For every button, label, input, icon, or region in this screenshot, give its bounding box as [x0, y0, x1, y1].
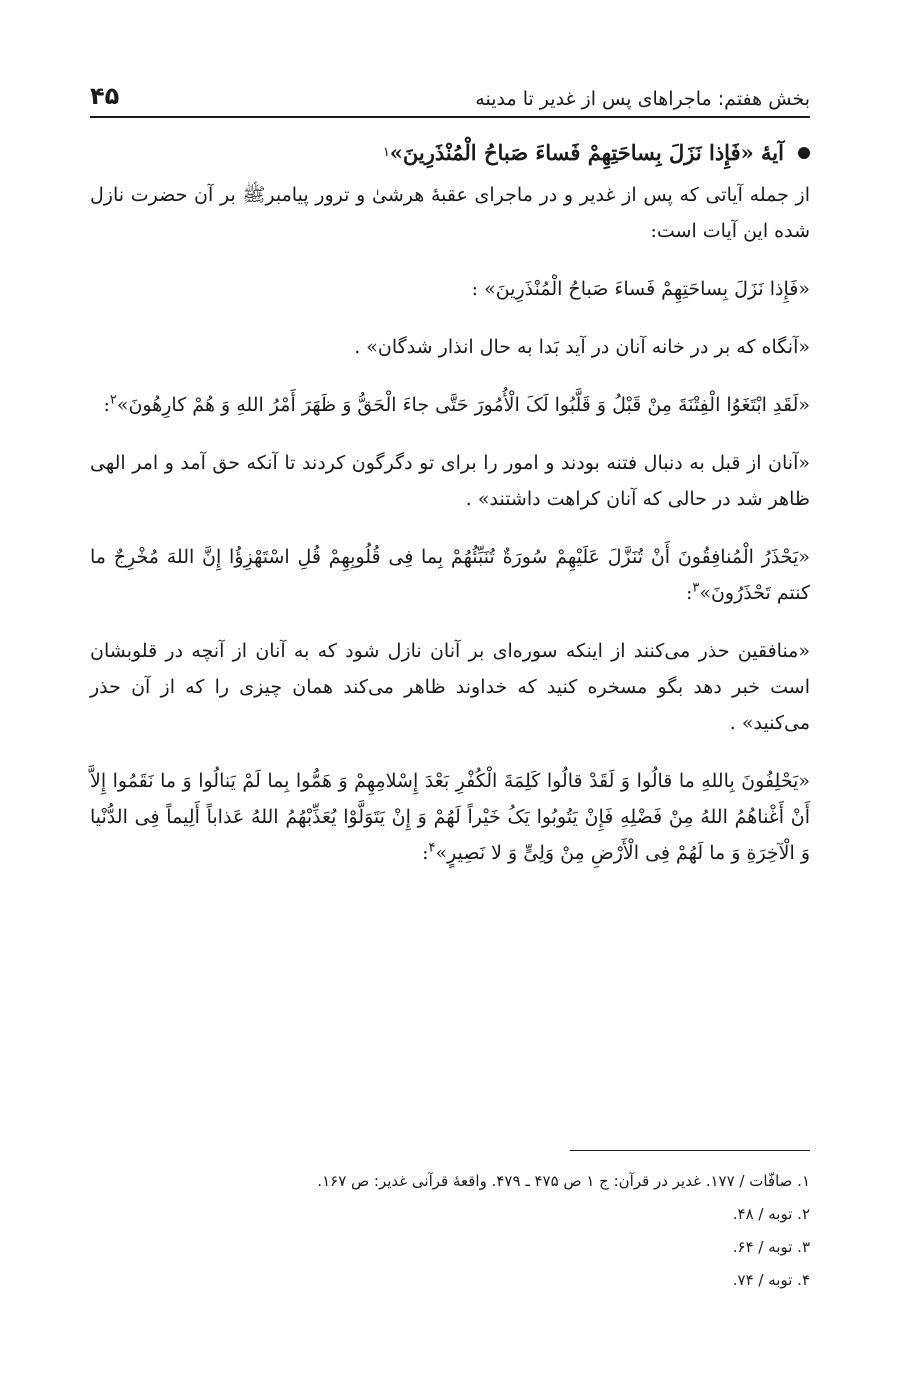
- page-number: ۴۵: [90, 82, 120, 110]
- verse-colon: :: [685, 582, 693, 604]
- book-page: [90, 0, 810, 1390]
- verse-quote-1: [90, 271, 810, 307]
- verse-text: «لَقَدِ ابْتَغَوُا الْفِتْنَةَ مِنْ قَبْلُ وَ قَلَّبُوا لَکَ الْأُمُورَ حَتَّی جاءَ الْحَقُّ وَ ظَهَرَ أَمْرُ اللهِ وَ هُمْ کارِهُونَ»: [116, 394, 810, 416]
- footnotes: [90, 1165, 810, 1297]
- bullet-icon: [798, 147, 810, 159]
- footnote-ref-4: ۴: [428, 840, 436, 856]
- page-body: [90, 140, 810, 871]
- verse-text: «یَحْذَرُ الْمُنافِقُونَ أَنْ تُنَزَّلَ عَلَیْهِمْ سُورَةٌ تُنَبِّئُهُمْ بِما فِی قُلُوبِهِمْ قُلِ اسْتَهْزِؤُا إِنَّ اللهَ مُخْرِجٌ ما کنتم تَحْذَرُونَ»: [90, 546, 810, 604]
- translation-1: [90, 329, 810, 365]
- running-header: [90, 70, 810, 118]
- footnote-divider: [570, 1150, 810, 1151]
- translation-text: «منافقین حذر می‌کنند از اینکه سوره‌ای بر آنان نازل شود که به آنان از آنچه در قلوبشان است خبر دهد بگو مسخره کنید که خداوند ظاهر می‌کند همان چیزی را که از آن حذر می‌کنید» .: [90, 640, 810, 734]
- verse-text: «یَحْلِفُونَ بِاللهِ ما قالُوا وَ لَقَدْ قالُوا کَلِمَةَ الْکُفْرِ بَعْدَ إِسْلامِهِمْ وَ هَمُّوا بِما لَمْ یَنالُوا وَ ما نَقَمُوا إِلاَّ أَنْ أَغْناهُمُ اللهُ مِنْ فَضْلِهِ فَإِنْ یَتُوبُوا یَکُ خَیْراً لَهُمْ وَ إِنْ یَتَوَلَّوْا یُعَذِّبْهُمُ اللهُ عَذاباً أَلِیماً فِی الدُّنْیا وَ الْآخِرَةِ وَ ما لَهُمْ فِی الْأَرْضِ مِنْ وَلِیٍّ وَ لا نَصِیرٍ»: [90, 770, 810, 864]
- section-heading-text: آیهٔ «فَإِذا نَزَلَ بِساحَتِهِمْ فَساءَ صَباحُ الْمُنْذَرِینَ»: [389, 140, 784, 165]
- translation-text: «آنگاه که بر در خانه آنان در آید بَدا به حال انذار شدگان» .: [354, 336, 810, 358]
- footnote-4: ۴. توبه / ۷۴.: [732, 1271, 810, 1289]
- verse-text: «فَإِذا نَزَلَ بِساحَتِهِمْ فَساءَ صَباحُ الْمُنْذَرِینَ» :: [471, 278, 810, 300]
- verse-quote-4: [90, 763, 810, 871]
- header-title: بخش هفتم: ماجراهای پس از غدیر تا مدینه: [475, 88, 810, 110]
- footnote-3: ۳. توبه / ۶۴.: [732, 1238, 810, 1256]
- footnote-1: ۱. صافّات / ۱۷۷. غدیر در قرآن: ج ۱ ص ۴۷۵ ـ ۴۷۹. واقعهٔ قرآنی غدیر: ص ۱۶۷.: [317, 1172, 810, 1190]
- verse-colon: :: [422, 842, 429, 864]
- translation-3: [90, 633, 810, 741]
- footnote-ref-3: ۳: [692, 580, 700, 596]
- verse-colon: :: [103, 394, 110, 416]
- verse-quote-3: [90, 539, 810, 611]
- intro-paragraph: از جمله آیاتی که پس از غدیر و در ماجرای عقبهٔ هرشیٰ و ترور پیامبرﷺ بر آن حضرت نازل شده این آیات است:: [90, 184, 810, 242]
- footnote-ref-2: ۲: [109, 392, 117, 408]
- translation-text: «آنان از قبل به دنبال فتنه بودند و امور را برای تو دگرگون کردند تا آنکه حق آمد و امر الهی ظاهر شد در حالی که آنان کراهت داشتند» .: [90, 452, 810, 510]
- translation-2: [90, 445, 810, 517]
- footnote-2: ۲. توبه / ۴۸.: [732, 1205, 810, 1223]
- section-heading: آیهٔ «فَإِذا نَزَلَ بِساحَتِهِمْ فَساءَ صَباحُ الْمُنْذَرِینَ» ۱: [90, 140, 810, 165]
- verse-quote-2: [90, 387, 810, 423]
